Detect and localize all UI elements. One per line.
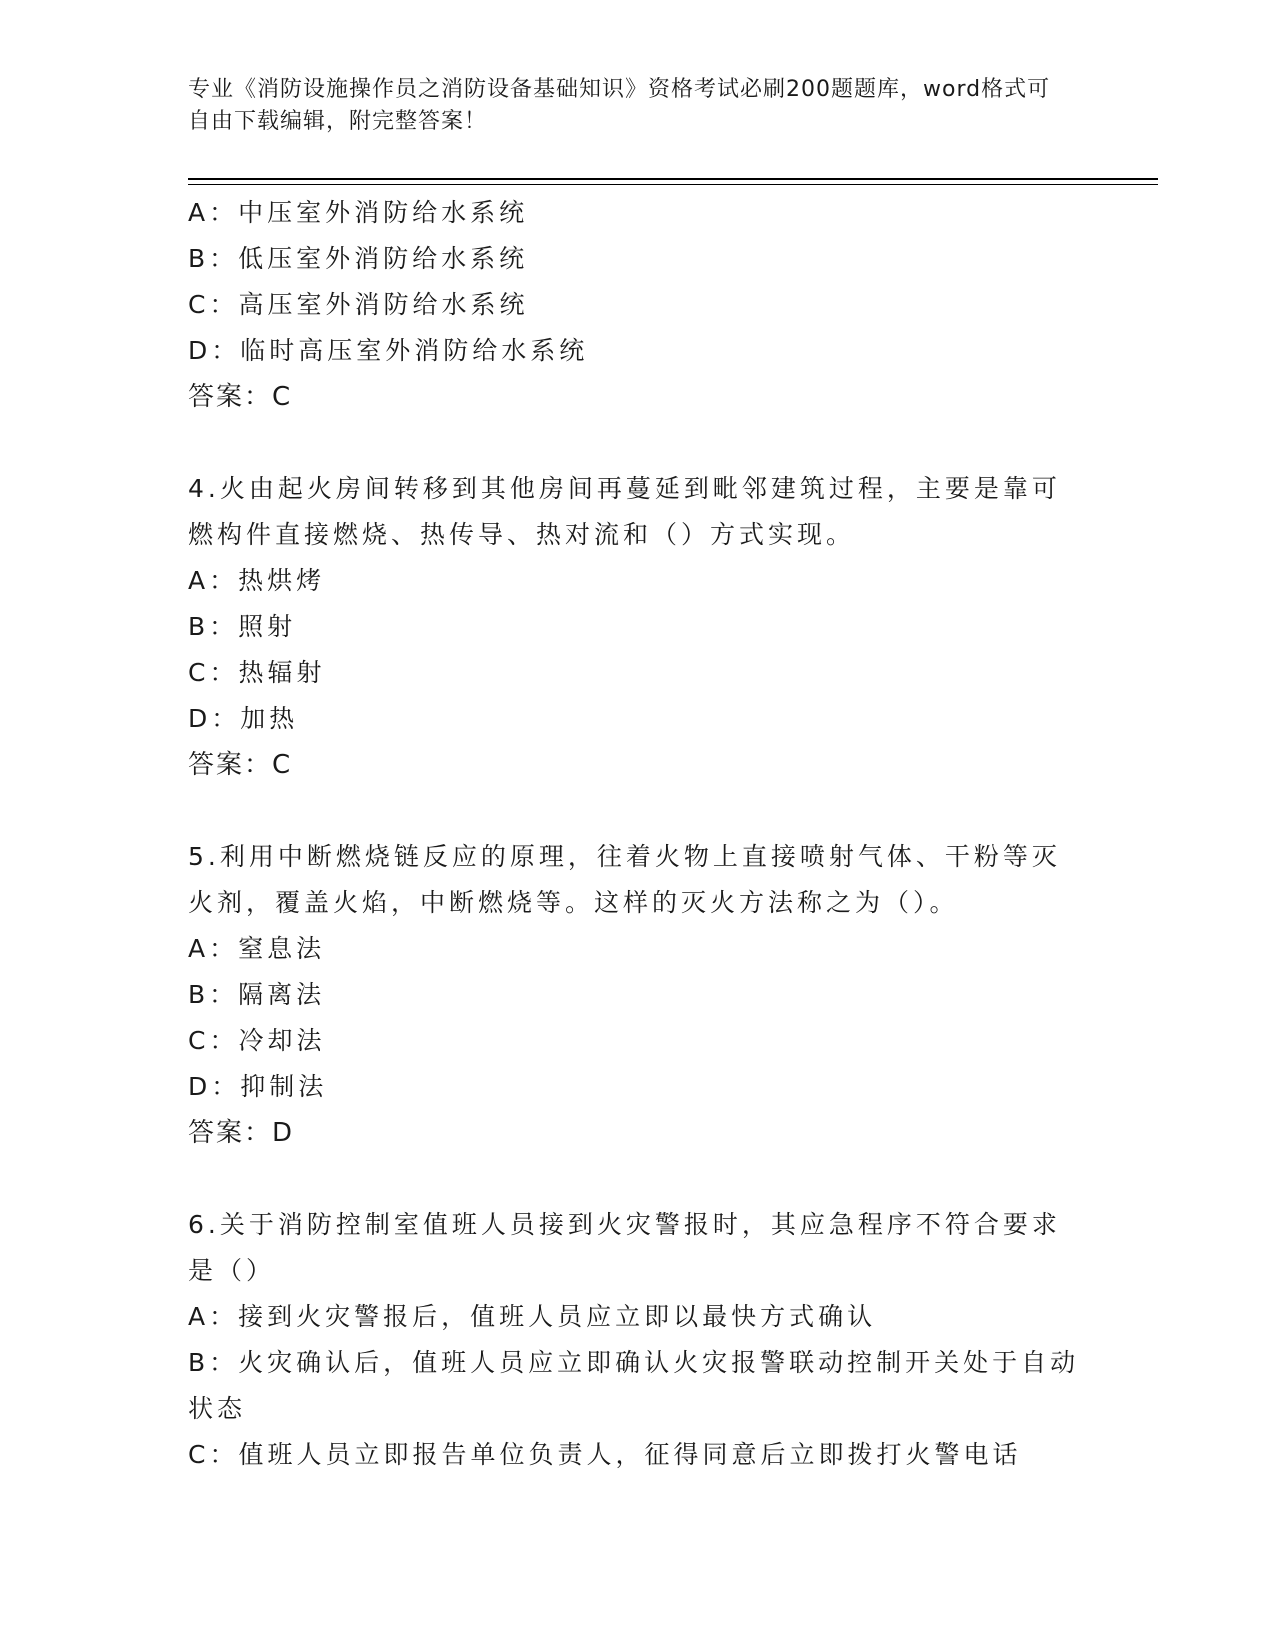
q4-option-b: B：照射 <box>188 612 297 641</box>
header-divider-thick <box>188 178 1158 180</box>
q4-option-d: D：加热 <box>188 704 299 733</box>
question-4-block <box>188 466 1088 788</box>
q3-option-a: A：中压室外消防给水系统 <box>188 198 529 227</box>
q3-option-c: C：高压室外消防给水系统 <box>188 290 529 319</box>
q4-answer: 答案：C <box>188 750 293 780</box>
document-header: 专业《消防设施操作员之消防设备基础知识》资格考试必刷200题题库，word格式可自由下载编辑，附完整答案！ <box>188 77 1051 134</box>
spacer <box>188 420 1088 466</box>
question-3-block <box>188 190 1088 420</box>
q6-option-c: C：值班人员立即报告单位负责人，征得同意后立即拨打火警电话 <box>188 1440 1022 1469</box>
q3-answer: 答案：C <box>188 382 293 412</box>
spacer <box>188 1156 1088 1202</box>
question-6-block <box>188 1202 1088 1478</box>
q5-option-b: B：隔离法 <box>188 980 326 1009</box>
question-content <box>188 190 1088 1478</box>
q6-stem: 6.关于消防控制室值班人员接到火灾警报时，其应急程序不符合要求是（） <box>188 1210 1061 1285</box>
q5-stem: 5.利用中断燃烧链反应的原理，往着火物上直接喷射气体、干粉等灭火剂，覆盖火焰，中断燃烧等。这样的灭火方法称之为（）。 <box>188 842 1061 917</box>
q4-option-a: A：热烘烤 <box>188 566 326 595</box>
q5-option-d: D：抑制法 <box>188 1072 328 1101</box>
q5-option-a: A：窒息法 <box>188 934 326 963</box>
q5-answer: 答案：D <box>188 1118 295 1148</box>
q4-stem: 4.火由起火房间转移到其他房间再蔓延到毗邻建筑过程，主要是靠可燃构件直接燃烧、热传导、热对流和（）方式实现。 <box>188 474 1061 549</box>
header-divider-thin <box>188 184 1158 185</box>
q4-option-c: C：热辐射 <box>188 658 326 687</box>
q3-option-b: B：低压室外消防给水系统 <box>188 244 529 273</box>
question-5-block <box>188 834 1088 1156</box>
q6-option-a: A：接到火灾警报后，值班人员应立即以最快方式确认 <box>188 1302 877 1331</box>
spacer <box>188 788 1088 834</box>
q6-option-b: B：火灾确认后，值班人员应立即确认火灾报警联动控制开关处于自动状态 <box>188 1348 1080 1423</box>
q3-option-d: D：临时高压室外消防给水系统 <box>188 336 589 365</box>
q5-option-c: C：冷却法 <box>188 1026 326 1055</box>
